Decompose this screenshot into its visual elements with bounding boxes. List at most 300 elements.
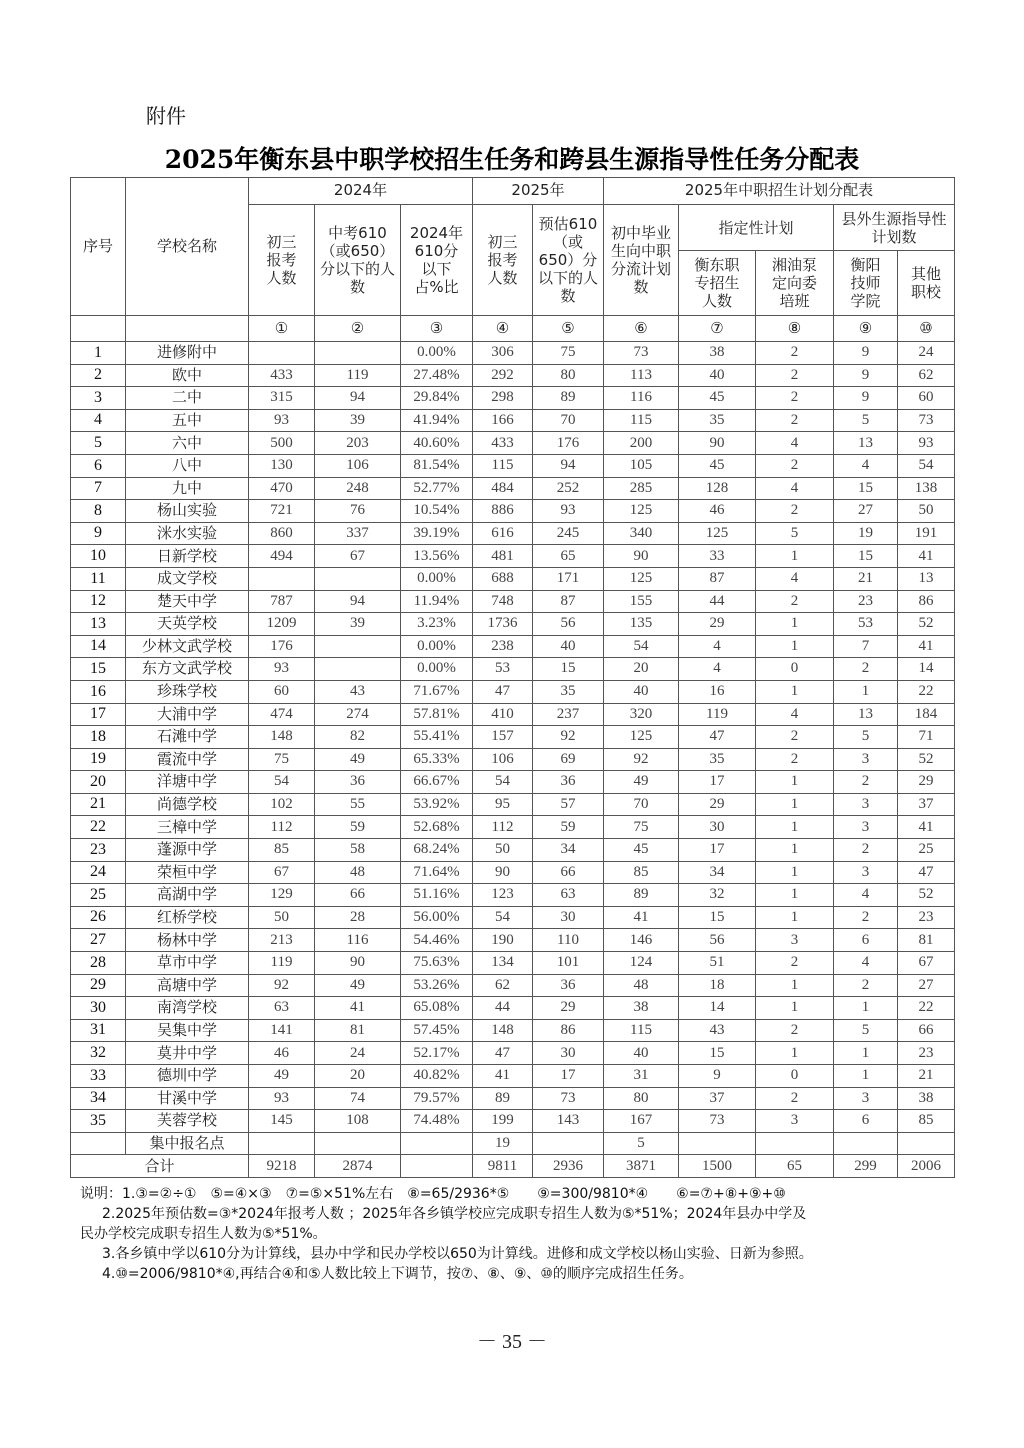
cell-c7 xyxy=(679,1132,756,1155)
cell-c4: 123 xyxy=(473,884,533,907)
row-seq: 32 xyxy=(71,1042,126,1065)
header-c5: 预估610（或650）分以下的人数 xyxy=(533,205,604,316)
cell-c1: 75 xyxy=(249,748,315,771)
column-index: ③ xyxy=(401,316,473,342)
cell-c4: 484 xyxy=(473,477,533,500)
table-row xyxy=(71,703,955,726)
cell-c4: 1736 xyxy=(473,613,533,636)
cell-c2 xyxy=(315,658,401,681)
cell-c2: 94 xyxy=(315,387,401,410)
cell-c8: 1 xyxy=(756,816,834,839)
cell-c4: 748 xyxy=(473,590,533,613)
cell-c10: 52 xyxy=(898,613,955,636)
cell-c9 xyxy=(834,1132,898,1155)
cell-c8: 2 xyxy=(756,454,834,477)
cell-c1: 46 xyxy=(249,1042,315,1065)
table-row xyxy=(71,1110,955,1133)
school-name: 杨林中学 xyxy=(126,929,249,952)
cell-c9: 23 xyxy=(834,590,898,613)
cell-c4: 292 xyxy=(473,364,533,387)
cell-c3: 52.17% xyxy=(401,1042,473,1065)
cell-c1: 130 xyxy=(249,454,315,477)
school-name: 楚天中学 xyxy=(126,590,249,613)
cell-c7: 9 xyxy=(679,1065,756,1088)
cell-c5: 34 xyxy=(533,839,604,862)
cell-c5: 75 xyxy=(533,342,604,365)
cell-c6: 285 xyxy=(604,477,679,500)
cell-c7: 32 xyxy=(679,884,756,907)
table-row xyxy=(71,680,955,703)
cell-c7: 87 xyxy=(679,567,756,590)
cell-c7: 44 xyxy=(679,590,756,613)
circled-empty xyxy=(126,316,249,342)
column-index: ⑤ xyxy=(533,316,604,342)
table-row xyxy=(71,364,955,387)
school-name: 大浦中学 xyxy=(126,703,249,726)
row-seq: 11 xyxy=(71,567,126,590)
table-row xyxy=(71,432,955,455)
cell-c10: 52 xyxy=(898,884,955,907)
row-seq: 27 xyxy=(71,929,126,952)
cell-c1: 721 xyxy=(249,500,315,523)
cell-c6: 70 xyxy=(604,793,679,816)
cell-c9: 1 xyxy=(834,680,898,703)
cell-c4: 95 xyxy=(473,793,533,816)
cell-c5: 63 xyxy=(533,884,604,907)
cell-c5: 69 xyxy=(533,748,604,771)
row-seq: 17 xyxy=(71,703,126,726)
school-name: 尚德学校 xyxy=(126,793,249,816)
cell-c7: 17 xyxy=(679,771,756,794)
school-name: 吴集中学 xyxy=(126,1019,249,1042)
cell-c8: 2 xyxy=(756,500,834,523)
school-name: 南湾学校 xyxy=(126,997,249,1020)
cell-c9: 15 xyxy=(834,545,898,568)
cell-c10: 21 xyxy=(898,1065,955,1088)
row-seq: 5 xyxy=(71,432,126,455)
cell-c1: 433 xyxy=(249,364,315,387)
cell-c3: 65.33% xyxy=(401,748,473,771)
cell-c10: 54 xyxy=(898,454,955,477)
cell-c4: 166 xyxy=(473,409,533,432)
cell-c1: 67 xyxy=(249,861,315,884)
table-row xyxy=(71,997,955,1020)
cell-c6: 49 xyxy=(604,771,679,794)
cell-c4: 53 xyxy=(473,658,533,681)
cell-c1: 148 xyxy=(249,726,315,749)
total-c2: 2874 xyxy=(315,1155,401,1178)
cell-c10: 37 xyxy=(898,793,955,816)
cell-c6: 75 xyxy=(604,816,679,839)
cell-c2: 274 xyxy=(315,703,401,726)
cell-c4: 199 xyxy=(473,1110,533,1133)
cell-c8: 2 xyxy=(756,1019,834,1042)
cell-c7: 17 xyxy=(679,839,756,862)
table-row xyxy=(71,816,955,839)
cell-c10: 138 xyxy=(898,477,955,500)
cell-c2: 67 xyxy=(315,545,401,568)
cell-c9: 5 xyxy=(834,1019,898,1042)
cell-c6: 113 xyxy=(604,364,679,387)
page-title: 2025年衡东县中职学校招生任务和跨县生源指导性任务分配表 xyxy=(164,145,860,174)
cell-c9: 2 xyxy=(834,771,898,794)
cell-c10: 23 xyxy=(898,1042,955,1065)
cell-c4: 481 xyxy=(473,545,533,568)
cell-c6: 340 xyxy=(604,522,679,545)
table-row xyxy=(71,952,955,975)
table-row xyxy=(71,793,955,816)
cell-c3: 0.00% xyxy=(401,635,473,658)
cell-c5 xyxy=(533,1132,604,1155)
header-c10: 其他职校 xyxy=(898,251,955,316)
row-seq: 13 xyxy=(71,613,126,636)
table-row xyxy=(71,454,955,477)
cell-c9: 4 xyxy=(834,952,898,975)
header-c9: 衡阳技师学院 xyxy=(834,251,898,316)
attachment-label: 附件 xyxy=(146,104,186,128)
cell-c8: 2 xyxy=(756,952,834,975)
cell-c9: 5 xyxy=(834,726,898,749)
cell-c3: 74.48% xyxy=(401,1110,473,1133)
header-seq: 序号 xyxy=(71,178,126,316)
cell-c10: 81 xyxy=(898,929,955,952)
table-row xyxy=(71,1042,955,1065)
cell-c3: 53.26% xyxy=(401,974,473,997)
cell-c9: 2 xyxy=(834,658,898,681)
table-row xyxy=(71,974,955,997)
cell-c2: 28 xyxy=(315,906,401,929)
cell-c4: 616 xyxy=(473,522,533,545)
column-index: ⑧ xyxy=(756,316,834,342)
cell-c1: 92 xyxy=(249,974,315,997)
cell-c10: 23 xyxy=(898,906,955,929)
cell-c7: 14 xyxy=(679,997,756,1020)
cell-c10: 191 xyxy=(898,522,955,545)
cell-c5: 110 xyxy=(533,929,604,952)
header-c8: 湘油泵定向委培班 xyxy=(756,251,834,316)
cell-c9: 9 xyxy=(834,342,898,365)
cell-c4: 62 xyxy=(473,974,533,997)
page-number: － 35 － xyxy=(477,1331,547,1353)
cell-c9: 27 xyxy=(834,500,898,523)
header-c2: 中考610（或650）分以下的人数 xyxy=(315,205,401,316)
row-seq: 31 xyxy=(71,1019,126,1042)
cell-c2: 20 xyxy=(315,1065,401,1088)
cell-c3: 13.56% xyxy=(401,545,473,568)
cell-c8: 1 xyxy=(756,1042,834,1065)
cell-c1: 112 xyxy=(249,816,315,839)
header-designated: 指定性计划 xyxy=(679,205,834,251)
total-row xyxy=(71,1155,955,1178)
header-2024: 2024年 xyxy=(249,178,473,205)
cell-c6: 92 xyxy=(604,748,679,771)
cell-c5: 87 xyxy=(533,590,604,613)
cell-c1: 50 xyxy=(249,906,315,929)
cell-c9: 2 xyxy=(834,839,898,862)
row-seq: 26 xyxy=(71,906,126,929)
header-c3: 2024年610分以下占%比 xyxy=(401,205,473,316)
cell-c3: 57.81% xyxy=(401,703,473,726)
row-seq: 20 xyxy=(71,771,126,794)
total-c9: 299 xyxy=(834,1155,898,1178)
cell-c9: 13 xyxy=(834,432,898,455)
cell-c5: 57 xyxy=(533,793,604,816)
cell-c2 xyxy=(315,342,401,365)
total-c3 xyxy=(401,1155,473,1178)
cell-c2: 76 xyxy=(315,500,401,523)
cell-c9: 13 xyxy=(834,703,898,726)
cell-c10: 52 xyxy=(898,748,955,771)
row-seq: 22 xyxy=(71,816,126,839)
cell-c5: 143 xyxy=(533,1110,604,1133)
cell-c5: 35 xyxy=(533,680,604,703)
school-name: 莫井中学 xyxy=(126,1042,249,1065)
cell-c5: 40 xyxy=(533,635,604,658)
cell-c7: 4 xyxy=(679,635,756,658)
table-row xyxy=(71,409,955,432)
note-line: 说明：1.③=②÷① ⑤=④×③ ⑦=⑤×51%左右 ⑧=65/2936*⑤ ⑨=300/9810*④ ⑥=⑦+⑧+⑨+⑩ xyxy=(80,1186,786,1202)
school-name: 芙蓉学校 xyxy=(126,1110,249,1133)
cell-c8 xyxy=(756,1132,834,1155)
cell-c1: 141 xyxy=(249,1019,315,1042)
cell-c7: 33 xyxy=(679,545,756,568)
column-index: ② xyxy=(315,316,401,342)
row-seq: 9 xyxy=(71,522,126,545)
school-name: 洋塘中学 xyxy=(126,771,249,794)
cell-c3: 39.19% xyxy=(401,522,473,545)
cell-c7: 16 xyxy=(679,680,756,703)
table-row xyxy=(71,545,955,568)
cell-c6: 125 xyxy=(604,726,679,749)
cell-c9: 9 xyxy=(834,387,898,410)
cell-c3 xyxy=(401,1132,473,1155)
cell-c9: 3 xyxy=(834,816,898,839)
cell-c1: 63 xyxy=(249,997,315,1020)
cell-c7: 90 xyxy=(679,432,756,455)
cell-c4: 112 xyxy=(473,816,533,839)
cell-c6: 116 xyxy=(604,387,679,410)
cell-c4: 50 xyxy=(473,839,533,862)
cell-c9: 15 xyxy=(834,477,898,500)
cell-c8: 3 xyxy=(756,1110,834,1133)
cell-c1: 119 xyxy=(249,952,315,975)
cell-c8: 4 xyxy=(756,703,834,726)
school-name: 六中 xyxy=(126,432,249,455)
cell-c6: 73 xyxy=(604,342,679,365)
cell-c10: 22 xyxy=(898,680,955,703)
header-school: 学校名称 xyxy=(126,178,249,316)
header-c7: 衡东职专招生人数 xyxy=(679,251,756,316)
cell-c9: 1 xyxy=(834,1065,898,1088)
cell-c9: 19 xyxy=(834,522,898,545)
table-row xyxy=(71,929,955,952)
cell-c8: 5 xyxy=(756,522,834,545)
cell-c10: 85 xyxy=(898,1110,955,1133)
cell-c5: 245 xyxy=(533,522,604,545)
note-line: 3.各乡镇中学以610分为计算线，县办中学和民办学校以650为计算线。进修和成文学校以杨山实验、日新为参照。 xyxy=(102,1246,813,1262)
cell-c8: 3 xyxy=(756,929,834,952)
header-outside: 县外生源指导性计划数 xyxy=(834,205,955,251)
cell-c8: 1 xyxy=(756,545,834,568)
cell-c10 xyxy=(898,1132,955,1155)
cell-c8: 0 xyxy=(756,658,834,681)
cell-c5: 65 xyxy=(533,545,604,568)
cell-c10: 93 xyxy=(898,432,955,455)
cell-c7: 30 xyxy=(679,816,756,839)
cell-c5: 171 xyxy=(533,567,604,590)
table-row xyxy=(71,771,955,794)
cell-c4: 54 xyxy=(473,906,533,929)
cell-c7: 40 xyxy=(679,364,756,387)
cell-c3: 0.00% xyxy=(401,658,473,681)
cell-c5: 73 xyxy=(533,1087,604,1110)
row-seq: 3 xyxy=(71,387,126,410)
cell-c10: 14 xyxy=(898,658,955,681)
cell-c7: 51 xyxy=(679,952,756,975)
cell-c10: 41 xyxy=(898,545,955,568)
cell-c7: 29 xyxy=(679,613,756,636)
row-seq: 30 xyxy=(71,997,126,1020)
school-name: 进修附中 xyxy=(126,342,249,365)
cell-c10: 38 xyxy=(898,1087,955,1110)
cell-c5: 252 xyxy=(533,477,604,500)
cell-c8: 1 xyxy=(756,997,834,1020)
cell-c7: 35 xyxy=(679,748,756,771)
cell-c7: 45 xyxy=(679,454,756,477)
cell-c1: 1209 xyxy=(249,613,315,636)
cell-c5: 176 xyxy=(533,432,604,455)
cell-c7: 18 xyxy=(679,974,756,997)
school-name: 霞流中学 xyxy=(126,748,249,771)
cell-c9: 21 xyxy=(834,567,898,590)
row-seq: 21 xyxy=(71,793,126,816)
header-c4: 初三报考人数 xyxy=(473,205,533,316)
column-index: ⑦ xyxy=(679,316,756,342)
cell-c3: 0.00% xyxy=(401,342,473,365)
cell-c7: 128 xyxy=(679,477,756,500)
cell-c4: 306 xyxy=(473,342,533,365)
row-seq: 10 xyxy=(71,545,126,568)
cell-c2: 59 xyxy=(315,816,401,839)
table-row xyxy=(71,613,955,636)
cell-c1: 474 xyxy=(249,703,315,726)
cell-c2 xyxy=(315,1132,401,1155)
column-index: ④ xyxy=(473,316,533,342)
school-name: 高塘中学 xyxy=(126,974,249,997)
cell-c3: 81.54% xyxy=(401,454,473,477)
cell-c1: 176 xyxy=(249,635,315,658)
cell-c7: 73 xyxy=(679,1110,756,1133)
cell-c2: 41 xyxy=(315,997,401,1020)
cell-c3: 40.82% xyxy=(401,1065,473,1088)
table-row xyxy=(71,726,955,749)
cell-c1: 145 xyxy=(249,1110,315,1133)
row-seq: 2 xyxy=(71,364,126,387)
circled-empty xyxy=(71,316,126,342)
cell-c4: 238 xyxy=(473,635,533,658)
cell-c8: 1 xyxy=(756,861,834,884)
row-seq: 14 xyxy=(71,635,126,658)
cell-c5: 29 xyxy=(533,997,604,1020)
cell-c6: 124 xyxy=(604,952,679,975)
cell-c4: 47 xyxy=(473,680,533,703)
cell-c8: 2 xyxy=(756,409,834,432)
cell-c6: 200 xyxy=(604,432,679,455)
cell-c2: 106 xyxy=(315,454,401,477)
cell-c8: 1 xyxy=(756,884,834,907)
cell-c1: 787 xyxy=(249,590,315,613)
school-name: 天英学校 xyxy=(126,613,249,636)
cell-c2: 43 xyxy=(315,680,401,703)
cell-c1: 102 xyxy=(249,793,315,816)
table-row xyxy=(71,748,955,771)
cell-c5: 30 xyxy=(533,1042,604,1065)
cell-c10: 47 xyxy=(898,861,955,884)
cell-c3: 10.54% xyxy=(401,500,473,523)
note-line: 4.⑩=2006/9810*④,再结合④和⑤人数比较上下调节，按⑦、⑧、⑨、⑩的顺序完成招生任务。 xyxy=(102,1266,693,1282)
row-seq: 19 xyxy=(71,748,126,771)
cell-c8: 1 xyxy=(756,793,834,816)
school-name: 欧中 xyxy=(126,364,249,387)
cell-c6: 38 xyxy=(604,997,679,1020)
cell-c4: 298 xyxy=(473,387,533,410)
school-name: 甘溪中学 xyxy=(126,1087,249,1110)
row-seq: 16 xyxy=(71,680,126,703)
column-index: ① xyxy=(249,316,315,342)
cell-c3: 11.94% xyxy=(401,590,473,613)
cell-c8: 2 xyxy=(756,1087,834,1110)
row-seq: 24 xyxy=(71,861,126,884)
cell-c2: 119 xyxy=(315,364,401,387)
cell-c6: 125 xyxy=(604,567,679,590)
cell-c9: 2 xyxy=(834,906,898,929)
cell-c7: 15 xyxy=(679,1042,756,1065)
cell-c2: 39 xyxy=(315,409,401,432)
cell-c7: 46 xyxy=(679,500,756,523)
cell-c5: 89 xyxy=(533,387,604,410)
header-2025: 2025年 xyxy=(473,178,604,205)
cell-c3: 54.46% xyxy=(401,929,473,952)
school-name: 石滩中学 xyxy=(126,726,249,749)
cell-c8: 1 xyxy=(756,635,834,658)
cell-c1: 49 xyxy=(249,1065,315,1088)
row-seq: 1 xyxy=(71,342,126,365)
cell-c2: 90 xyxy=(315,952,401,975)
cell-c5: 15 xyxy=(533,658,604,681)
cell-c2: 108 xyxy=(315,1110,401,1133)
cell-c3: 3.23% xyxy=(401,613,473,636)
school-name: 日新学校 xyxy=(126,545,249,568)
cell-c1 xyxy=(249,342,315,365)
cell-c2 xyxy=(315,567,401,590)
cell-c2 xyxy=(315,635,401,658)
cell-c8: 1 xyxy=(756,613,834,636)
cell-c6: 115 xyxy=(604,409,679,432)
cell-c1: 60 xyxy=(249,680,315,703)
table-row xyxy=(71,1087,955,1110)
cell-c9: 1 xyxy=(834,997,898,1020)
cell-c9: 6 xyxy=(834,929,898,952)
cell-c5: 237 xyxy=(533,703,604,726)
table-row xyxy=(71,590,955,613)
header-c1: 初三报考人数 xyxy=(249,205,315,316)
cell-c10: 25 xyxy=(898,839,955,862)
total-c5: 2936 xyxy=(533,1155,604,1178)
cell-c2: 49 xyxy=(315,748,401,771)
note-line: 民办学校完成职专招生人数为⑤*51%。 xyxy=(80,1226,327,1242)
row-seq: 34 xyxy=(71,1087,126,1110)
table-row xyxy=(71,906,955,929)
